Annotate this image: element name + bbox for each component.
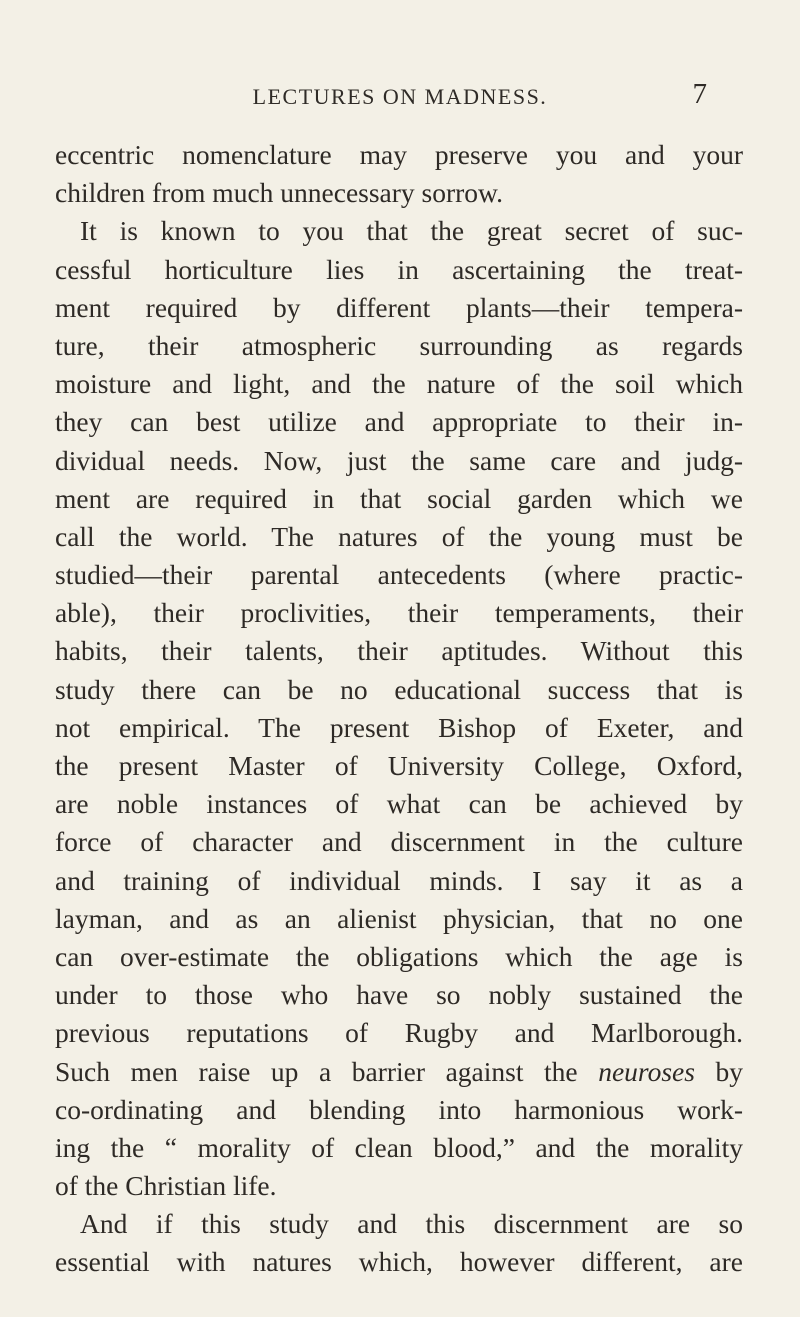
text-line: call the world. The natures of the young must be	[55, 520, 743, 552]
text-line: can over-estimate the obligations which the age is	[55, 940, 743, 972]
text-line: ment required by different plants—their tempera-	[55, 291, 743, 323]
text-line: And if this study and this discernment are so	[80, 1208, 743, 1240]
text-line: force of character and discernment in the culture	[55, 826, 743, 858]
text-line: co-ordinating and blending into harmonious work-	[55, 1093, 743, 1125]
body-text	[55, 136, 743, 1282]
text-line: they can best utilize and appropriate to their in-	[55, 406, 743, 438]
text-line: study there can be no educational success that is	[55, 673, 743, 705]
text-line: of the Christian life.	[55, 1170, 277, 1202]
text-line: cessful horticulture lies in ascertaining the treat-	[55, 253, 743, 285]
text-line: ment are required in that social garden which we	[55, 482, 743, 514]
text-line: the present Master of University College, Oxford,	[55, 750, 743, 781]
text-line: not empirical. The present Bishop of Exeter, and	[55, 711, 743, 743]
text-line: studied—their parental antecedents (where practic-	[55, 559, 743, 591]
text-segment: Such men raise up a barrier against the	[55, 1055, 599, 1087]
running-title: LECTURES ON MADNESS.	[252, 84, 548, 109]
text-line: able), their proclivities, their temperaments, their	[55, 597, 743, 629]
italic-term: neuroses	[598, 1055, 695, 1087]
text-line-with-italic	[55, 1053, 743, 1091]
running-head	[0, 78, 800, 114]
text-line: It is known to you that the great secret of suc-	[80, 215, 743, 247]
text-line: children from much unnecessary sorrow.	[55, 177, 504, 209]
text-line: ture, their atmospheric surrounding as regards	[55, 329, 743, 361]
text-line: essential with natures which, however different, are	[55, 1246, 743, 1278]
text-line: habits, their talents, their aptitudes. Without this	[55, 635, 743, 667]
text-line: ing the “ morality of clean blood,” and the morality	[55, 1131, 743, 1163]
text-line: eccentric nomenclature may preserve you and your	[55, 139, 743, 170]
page-number: 7	[692, 78, 707, 110]
text-line: and training of individual minds. I say it as a	[55, 864, 743, 896]
text-line: are noble instances of what can be achieved by	[55, 788, 743, 820]
text-line: moisture and light, and the nature of the soil which	[55, 368, 743, 400]
text-segment: by	[694, 1055, 743, 1087]
text-line: layman, and as an alienist physician, that no one	[55, 902, 743, 934]
text-line: previous reputations of Rugby and Marlborough.	[55, 1017, 743, 1049]
text-line: dividual needs. Now, just the same care and judg-	[55, 444, 743, 476]
text-line: under to those who have so nobly sustained the	[55, 979, 743, 1011]
